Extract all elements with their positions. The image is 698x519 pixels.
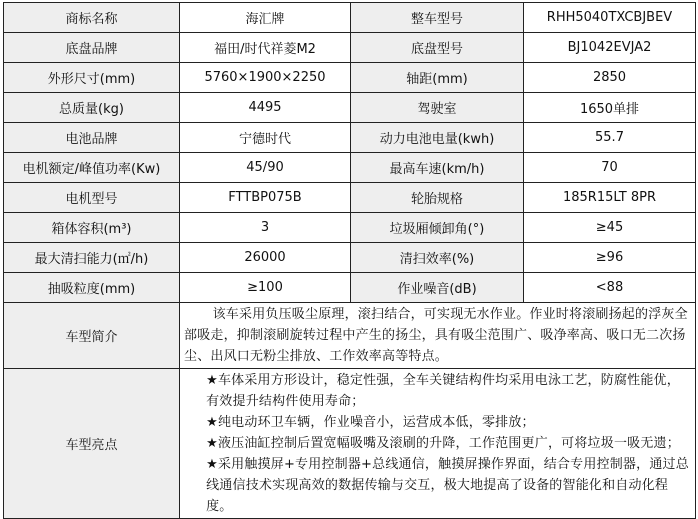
spec-value: 70 — [524, 153, 696, 183]
spec-value: ≥100 — [180, 273, 351, 303]
spec-value: 福田/时代祥菱M2 — [180, 33, 351, 63]
spec-label: 轴距(mm) — [351, 63, 524, 93]
spec-row — [4, 273, 696, 303]
spec-value: 55.7 — [524, 123, 696, 153]
spec-label: 电机型号 — [4, 183, 180, 213]
spec-value: 3 — [180, 213, 351, 243]
spec-value: 海汇牌 — [180, 3, 351, 33]
spec-label: 外形尺寸(mm) — [4, 63, 180, 93]
spec-value: BJ1042EVJA2 — [524, 33, 696, 63]
spec-label: 整车型号 — [351, 3, 524, 33]
spec-row — [4, 243, 696, 273]
highlight-item: ★车体采用方形设计，稳定性强，全车关键结构件均采用电泳工艺，防腐性能优，有效提升结构件使用寿命； — [206, 373, 680, 409]
intro-text: 该车采用负压吸尘原理，滚扫结合，可实现无水作业。作业时将滚刷扬起的浮灰全部吸走，抑制滚刷旋转过程中产生的扬尘，具有吸尘范围广、吸净率高、吸口无二次扬尘、出风口无粉尘排放、工作效率高等特点。 — [180, 303, 696, 369]
spec-value: 4495 — [180, 93, 351, 123]
spec-label: 商标名称 — [4, 3, 180, 33]
spec-row — [4, 63, 696, 93]
spec-label: 总质量(kg) — [4, 93, 180, 123]
highlight-item: ★纯电动环卫车辆，作业噪音小，运营成本低，零排放； — [206, 415, 535, 430]
highlight-item: ★液压油缸控制后置宽幅吸嘴及滚刷的升降，工作范围更广，可将垃圾一吸无遗； — [206, 436, 680, 451]
spec-label: 作业噪音(dB) — [351, 273, 524, 303]
highlight-item: ★采用触摸屏+专用控制器+总线通信，触摸屏操作界面，结合专用控制器，通过总线通信技术实现高效的数据传输与交互，极大地提高了设备的智能化和自动化程度。 — [206, 457, 689, 514]
spec-row — [4, 33, 696, 63]
spec-label: 垃圾厢倾卸角(°) — [351, 213, 524, 243]
spec-value: 1650单排 — [524, 93, 696, 123]
description-section — [4, 303, 696, 519]
spec-label: 最大清扫能力(㎡/h) — [4, 243, 180, 273]
spec-value: 5760×1900×2250 — [180, 63, 351, 93]
spec-table — [3, 2, 696, 519]
spec-value: 宁德时代 — [180, 123, 351, 153]
intro-row — [4, 303, 696, 369]
spec-label: 抽吸粒度(mm) — [4, 273, 180, 303]
spec-label: 驾驶室 — [351, 93, 524, 123]
spec-label: 最高车速(km/h) — [351, 153, 524, 183]
spec-value: ≥45 — [524, 213, 696, 243]
spec-row — [4, 213, 696, 243]
spec-row — [4, 93, 696, 123]
spec-value: 45/90 — [180, 153, 351, 183]
spec-value: 26000 — [180, 243, 351, 273]
spec-label: 箱体容积(m³) — [4, 213, 180, 243]
spec-label: 底盘品牌 — [4, 33, 180, 63]
spec-label: 底盘型号 — [351, 33, 524, 63]
spec-label: 清扫效率(%) — [351, 243, 524, 273]
spec-value: FTTBP075B — [180, 183, 351, 213]
spec-table-body — [4, 3, 696, 303]
spec-value: 185R15LT 8PR — [524, 183, 696, 213]
spec-row — [4, 183, 696, 213]
highlights-text — [180, 369, 696, 519]
spec-value: RHH5040TXCBJBEV — [524, 3, 696, 33]
highlights-label: 车型亮点 — [4, 369, 180, 519]
spec-row — [4, 153, 696, 183]
intro-label: 车型简介 — [4, 303, 180, 369]
spec-row — [4, 123, 696, 153]
spec-value: ≥96 — [524, 243, 696, 273]
spec-label: 电机额定/峰值功率(Kw) — [4, 153, 180, 183]
spec-label: 轮胎规格 — [351, 183, 524, 213]
spec-value: <88 — [524, 273, 696, 303]
spec-row — [4, 3, 696, 33]
spec-value: 2850 — [524, 63, 696, 93]
spec-label: 电池品牌 — [4, 123, 180, 153]
spec-label: 动力电池电量(kwh) — [351, 123, 524, 153]
highlights-row — [4, 369, 696, 519]
